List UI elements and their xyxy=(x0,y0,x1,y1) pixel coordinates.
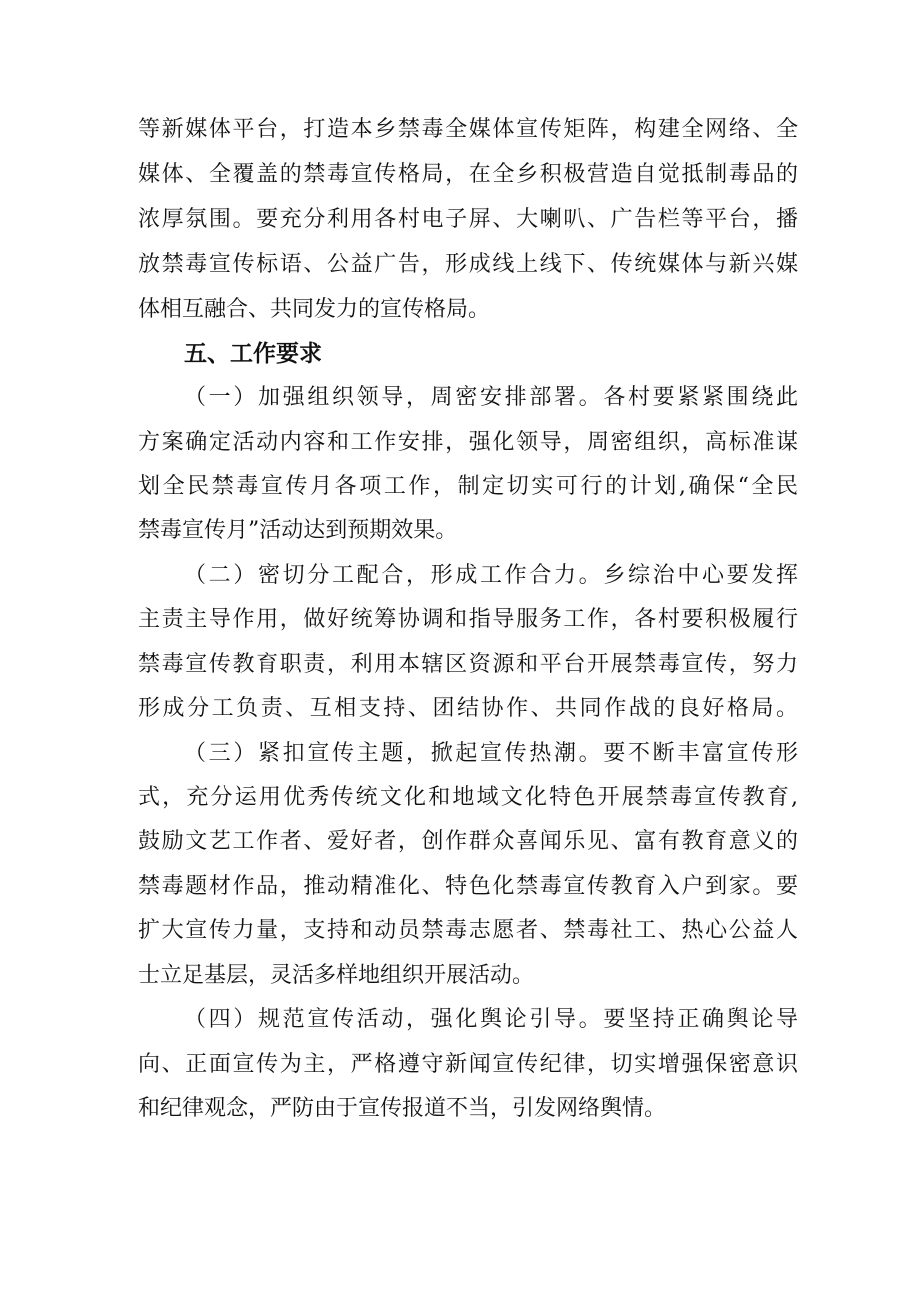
paragraph-line: 体相互融合、共同发力的宣传格局。 xyxy=(138,297,491,322)
paragraph-line: （一）加强组织领导，周密安排部署。各村要紧紧围绕此 xyxy=(184,385,798,410)
paragraph-line: 向、正面宣传为主，严格遵守新闻宣传纪律，切实增强保密意识 xyxy=(138,1052,798,1077)
paragraph-line: 主责主导作用，做好统筹协调和指导服务工作，各村要积极履行 xyxy=(138,607,798,632)
paragraph-line: 放禁毒宣传标语、公益广告，形成线上线下、传统媒体与新兴媒 xyxy=(138,252,798,277)
paragraph-line: 禁毒宣传月”活动达到预期效果。 xyxy=(138,518,458,543)
paragraph-line: 鼓励文艺工作者、爱好者，创作群众喜闻乐见、富有教育意义的 xyxy=(138,829,798,854)
section-heading: 五、工作要求 xyxy=(184,341,322,367)
paragraph-line: （二）密切分工配合，形成工作合力。乡综治中心要发挥 xyxy=(184,563,798,588)
paragraph-line: 等新媒体平台，打造本乡禁毒全媒体宣传矩阵，构建全网络、全 xyxy=(138,117,798,142)
paragraph-line: 扩大宣传力量，支持和动员禁毒志愿者、禁毒社工、热心公益人 xyxy=(138,918,798,943)
paragraph-line: 浓厚氛围。要充分利用各村电子屏、大喇叭、广告栏等平台，播 xyxy=(138,207,798,232)
paragraph-line: 式，充分运用优秀传统文化和地域文化特色开展禁毒宣传教育, xyxy=(138,785,798,810)
paragraph-line: 形成分工负责、互相支持、团结协作、共同作战的良好格局。 xyxy=(138,696,798,721)
paragraph-line: 禁毒宣传教育职责，利用本辖区资源和平台开展禁毒宣传，努力 xyxy=(138,652,798,677)
paragraph-line: 划全民禁毒宣传月各项工作，制定切实可行的计划,确保“全民 xyxy=(138,474,798,499)
paragraph-line: 媒体、全覆盖的禁毒宣传格局，在全乡积极营造自觉抵制毒品的 xyxy=(138,162,798,187)
paragraph-line: （三）紧扣宣传主题，掀起宣传热潮。要不断丰富宣传形 xyxy=(184,741,798,766)
paragraph-line: 方案确定活动内容和工作安排，强化领导，周密组织，高标准谋 xyxy=(138,430,798,455)
paragraph-line: （四）规范宣传活动，强化舆论引导。要坚持正确舆论导 xyxy=(184,1007,798,1032)
paragraph-line: 士立足基层，灵活多样地组织开展活动。 xyxy=(138,963,535,988)
paragraph-line: 禁毒题材作品，推动精准化、特色化禁毒宣传教育入户到家。要 xyxy=(138,874,798,899)
paragraph-line: 和纪律观念，严防由于宣传报道不当，引发网络舆情。 xyxy=(138,1096,667,1121)
